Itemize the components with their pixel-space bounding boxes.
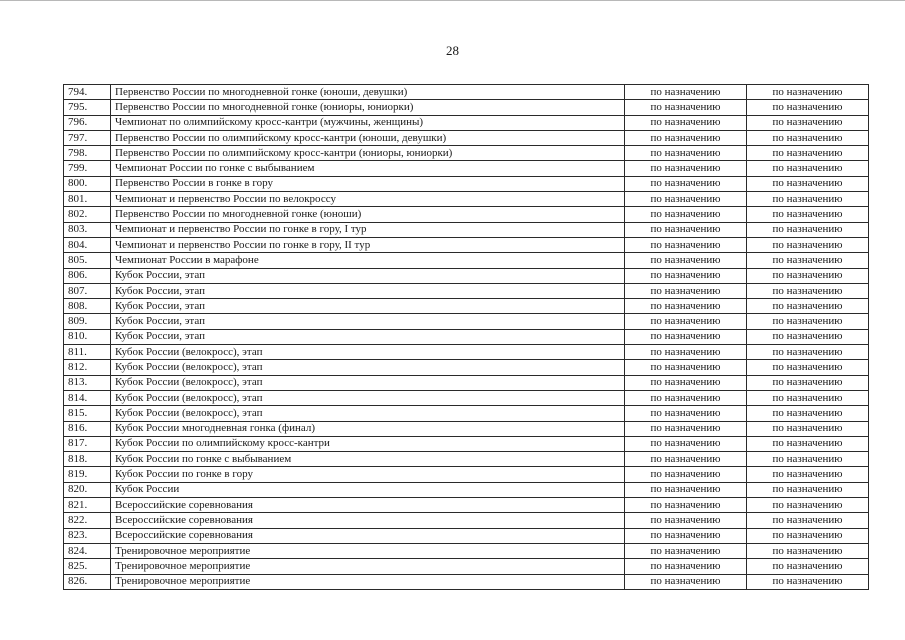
- row-number-cell: 798.: [64, 146, 111, 161]
- row-number-cell: 813.: [64, 375, 111, 390]
- table-row: [64, 559, 869, 574]
- table-row: [64, 390, 869, 405]
- table-row: [64, 207, 869, 222]
- event-name-cell: Кубок России по олимпийскому кросс-кантри: [111, 436, 625, 451]
- venue-cell: по назначению: [747, 482, 869, 497]
- venue-cell: по назначению: [747, 146, 869, 161]
- row-number-cell: 795.: [64, 100, 111, 115]
- table-row: [64, 482, 869, 497]
- row-number-cell: 807.: [64, 283, 111, 298]
- event-name-cell: Чемпионат и первенство России по велокроссу: [111, 192, 625, 207]
- row-number-cell: 796.: [64, 115, 111, 130]
- venue-cell: по назначению: [747, 299, 869, 314]
- event-name-cell: Чемпионат и первенство России по гонке в гору, I тур: [111, 222, 625, 237]
- date-cell: по назначению: [625, 222, 747, 237]
- venue-cell: по назначению: [747, 559, 869, 574]
- table-row: [64, 299, 869, 314]
- date-cell: по назначению: [625, 85, 747, 100]
- event-name-cell: Кубок России, этап: [111, 329, 625, 344]
- date-cell: по назначению: [625, 329, 747, 344]
- event-name-cell: Кубок России многодневная гонка (финал): [111, 421, 625, 436]
- date-cell: по назначению: [625, 130, 747, 145]
- event-name-cell: Первенство России по многодневной гонке (юноши, девушки): [111, 85, 625, 100]
- venue-cell: по назначению: [747, 253, 869, 268]
- venue-cell: по назначению: [747, 161, 869, 176]
- row-number-cell: 811.: [64, 345, 111, 360]
- row-number-cell: 814.: [64, 390, 111, 405]
- table-row: [64, 100, 869, 115]
- venue-cell: по назначению: [747, 436, 869, 451]
- event-name-cell: Первенство России по олимпийскому кросс-кантри (юниоры, юниорки): [111, 146, 625, 161]
- venue-cell: по назначению: [747, 283, 869, 298]
- date-cell: по назначению: [625, 482, 747, 497]
- events-table-body: [64, 85, 869, 590]
- venue-cell: по назначению: [747, 115, 869, 130]
- date-cell: по назначению: [625, 375, 747, 390]
- date-cell: по назначению: [625, 390, 747, 405]
- table-row: [64, 161, 869, 176]
- row-number-cell: 824.: [64, 543, 111, 558]
- date-cell: по назначению: [625, 436, 747, 451]
- event-name-cell: Кубок России, этап: [111, 314, 625, 329]
- row-number-cell: 801.: [64, 192, 111, 207]
- venue-cell: по назначению: [747, 176, 869, 191]
- date-cell: по назначению: [625, 498, 747, 513]
- venue-cell: по назначению: [747, 360, 869, 375]
- row-number-cell: 822.: [64, 513, 111, 528]
- event-name-cell: Чемпионат России по гонке с выбыванием: [111, 161, 625, 176]
- row-number-cell: 819.: [64, 467, 111, 482]
- table-row: [64, 543, 869, 558]
- table-row: [64, 192, 869, 207]
- date-cell: по назначению: [625, 253, 747, 268]
- venue-cell: по назначению: [747, 345, 869, 360]
- date-cell: по назначению: [625, 207, 747, 222]
- row-number-cell: 815.: [64, 406, 111, 421]
- row-number-cell: 825.: [64, 559, 111, 574]
- venue-cell: по назначению: [747, 207, 869, 222]
- table-row: [64, 452, 869, 467]
- date-cell: по назначению: [625, 283, 747, 298]
- date-cell: по назначению: [625, 345, 747, 360]
- table-row: [64, 574, 869, 589]
- top-rule: [0, 0, 905, 1]
- table-row: [64, 283, 869, 298]
- date-cell: по назначению: [625, 543, 747, 558]
- event-name-cell: Первенство России в гонке в гору: [111, 176, 625, 191]
- table-row: [64, 406, 869, 421]
- row-number-cell: 812.: [64, 360, 111, 375]
- event-name-cell: Чемпионат по олимпийскому кросс-кантри (мужчины, женщины): [111, 115, 625, 130]
- table-row: [64, 421, 869, 436]
- event-name-cell: Кубок России (велокросс), этап: [111, 360, 625, 375]
- event-name-cell: Чемпионат и первенство России по гонке в гору, II тур: [111, 237, 625, 252]
- event-name-cell: Кубок России (велокросс), этап: [111, 375, 625, 390]
- row-number-cell: 820.: [64, 482, 111, 497]
- table-row: [64, 498, 869, 513]
- event-name-cell: Кубок России: [111, 482, 625, 497]
- row-number-cell: 821.: [64, 498, 111, 513]
- venue-cell: по назначению: [747, 268, 869, 283]
- venue-cell: по назначению: [747, 375, 869, 390]
- date-cell: по назначению: [625, 161, 747, 176]
- row-number-cell: 804.: [64, 237, 111, 252]
- event-name-cell: Кубок России (велокросс), этап: [111, 406, 625, 421]
- date-cell: по назначению: [625, 452, 747, 467]
- event-name-cell: Кубок России, этап: [111, 283, 625, 298]
- table-row: [64, 329, 869, 344]
- venue-cell: по назначению: [747, 498, 869, 513]
- row-number-cell: 794.: [64, 85, 111, 100]
- date-cell: по назначению: [625, 100, 747, 115]
- date-cell: по назначению: [625, 513, 747, 528]
- venue-cell: по назначению: [747, 222, 869, 237]
- table-row: [64, 360, 869, 375]
- event-name-cell: Первенство России по олимпийскому кросс-кантри (юноши, девушки): [111, 130, 625, 145]
- venue-cell: по назначению: [747, 100, 869, 115]
- venue-cell: по назначению: [747, 314, 869, 329]
- date-cell: по назначению: [625, 360, 747, 375]
- venue-cell: по назначению: [747, 85, 869, 100]
- venue-cell: по назначению: [747, 528, 869, 543]
- row-number-cell: 797.: [64, 130, 111, 145]
- table-row: [64, 85, 869, 100]
- date-cell: по назначению: [625, 574, 747, 589]
- event-name-cell: Кубок России, этап: [111, 299, 625, 314]
- date-cell: по назначению: [625, 146, 747, 161]
- row-number-cell: 803.: [64, 222, 111, 237]
- row-number-cell: 817.: [64, 436, 111, 451]
- table-row: [64, 222, 869, 237]
- row-number-cell: 818.: [64, 452, 111, 467]
- date-cell: по назначению: [625, 237, 747, 252]
- venue-cell: по назначению: [747, 452, 869, 467]
- table-row: [64, 467, 869, 482]
- row-number-cell: 808.: [64, 299, 111, 314]
- event-name-cell: Тренировочное мероприятие: [111, 543, 625, 558]
- venue-cell: по назначению: [747, 421, 869, 436]
- event-name-cell: Всероссийские соревнования: [111, 513, 625, 528]
- table-row: [64, 176, 869, 191]
- venue-cell: по назначению: [747, 130, 869, 145]
- row-number-cell: 826.: [64, 574, 111, 589]
- row-number-cell: 816.: [64, 421, 111, 436]
- date-cell: по назначению: [625, 421, 747, 436]
- table-row: [64, 115, 869, 130]
- table-row: [64, 345, 869, 360]
- row-number-cell: 800.: [64, 176, 111, 191]
- row-number-cell: 809.: [64, 314, 111, 329]
- venue-cell: по назначению: [747, 513, 869, 528]
- event-name-cell: Всероссийские соревнования: [111, 498, 625, 513]
- row-number-cell: 806.: [64, 268, 111, 283]
- event-name-cell: Первенство России по многодневной гонке (юниоры, юниорки): [111, 100, 625, 115]
- table-row: [64, 513, 869, 528]
- table-row: [64, 268, 869, 283]
- event-name-cell: Кубок России по гонке в гору: [111, 467, 625, 482]
- table-row: [64, 237, 869, 252]
- date-cell: по назначению: [625, 314, 747, 329]
- venue-cell: по назначению: [747, 192, 869, 207]
- event-name-cell: Кубок России по гонке с выбыванием: [111, 452, 625, 467]
- date-cell: по назначению: [625, 559, 747, 574]
- row-number-cell: 810.: [64, 329, 111, 344]
- event-name-cell: Чемпионат России в марафоне: [111, 253, 625, 268]
- row-number-cell: 799.: [64, 161, 111, 176]
- venue-cell: по назначению: [747, 390, 869, 405]
- page-number: 28: [446, 43, 459, 58]
- table-row: [64, 528, 869, 543]
- date-cell: по назначению: [625, 115, 747, 130]
- date-cell: по назначению: [625, 192, 747, 207]
- table-row: [64, 375, 869, 390]
- row-number-cell: 802.: [64, 207, 111, 222]
- date-cell: по назначению: [625, 176, 747, 191]
- row-number-cell: 823.: [64, 528, 111, 543]
- row-number-cell: 805.: [64, 253, 111, 268]
- event-name-cell: Кубок России (велокросс), этап: [111, 390, 625, 405]
- venue-cell: по назначению: [747, 237, 869, 252]
- event-name-cell: Кубок России, этап: [111, 268, 625, 283]
- table-row: [64, 253, 869, 268]
- venue-cell: по назначению: [747, 543, 869, 558]
- table-row: [64, 146, 869, 161]
- event-name-cell: Тренировочное мероприятие: [111, 559, 625, 574]
- date-cell: по назначению: [625, 467, 747, 482]
- table-row: [64, 436, 869, 451]
- date-cell: по назначению: [625, 406, 747, 421]
- date-cell: по назначению: [625, 268, 747, 283]
- venue-cell: по назначению: [747, 467, 869, 482]
- events-table: [63, 84, 869, 590]
- venue-cell: по назначению: [747, 329, 869, 344]
- venue-cell: по назначению: [747, 406, 869, 421]
- event-name-cell: Кубок России (велокросс), этап: [111, 345, 625, 360]
- event-name-cell: Первенство России по многодневной гонке (юноши): [111, 207, 625, 222]
- event-name-cell: Всероссийские соревнования: [111, 528, 625, 543]
- table-row: [64, 130, 869, 145]
- table-row: [64, 314, 869, 329]
- event-name-cell: Тренировочное мероприятие: [111, 574, 625, 589]
- venue-cell: по назначению: [747, 574, 869, 589]
- date-cell: по назначению: [625, 528, 747, 543]
- date-cell: по назначению: [625, 299, 747, 314]
